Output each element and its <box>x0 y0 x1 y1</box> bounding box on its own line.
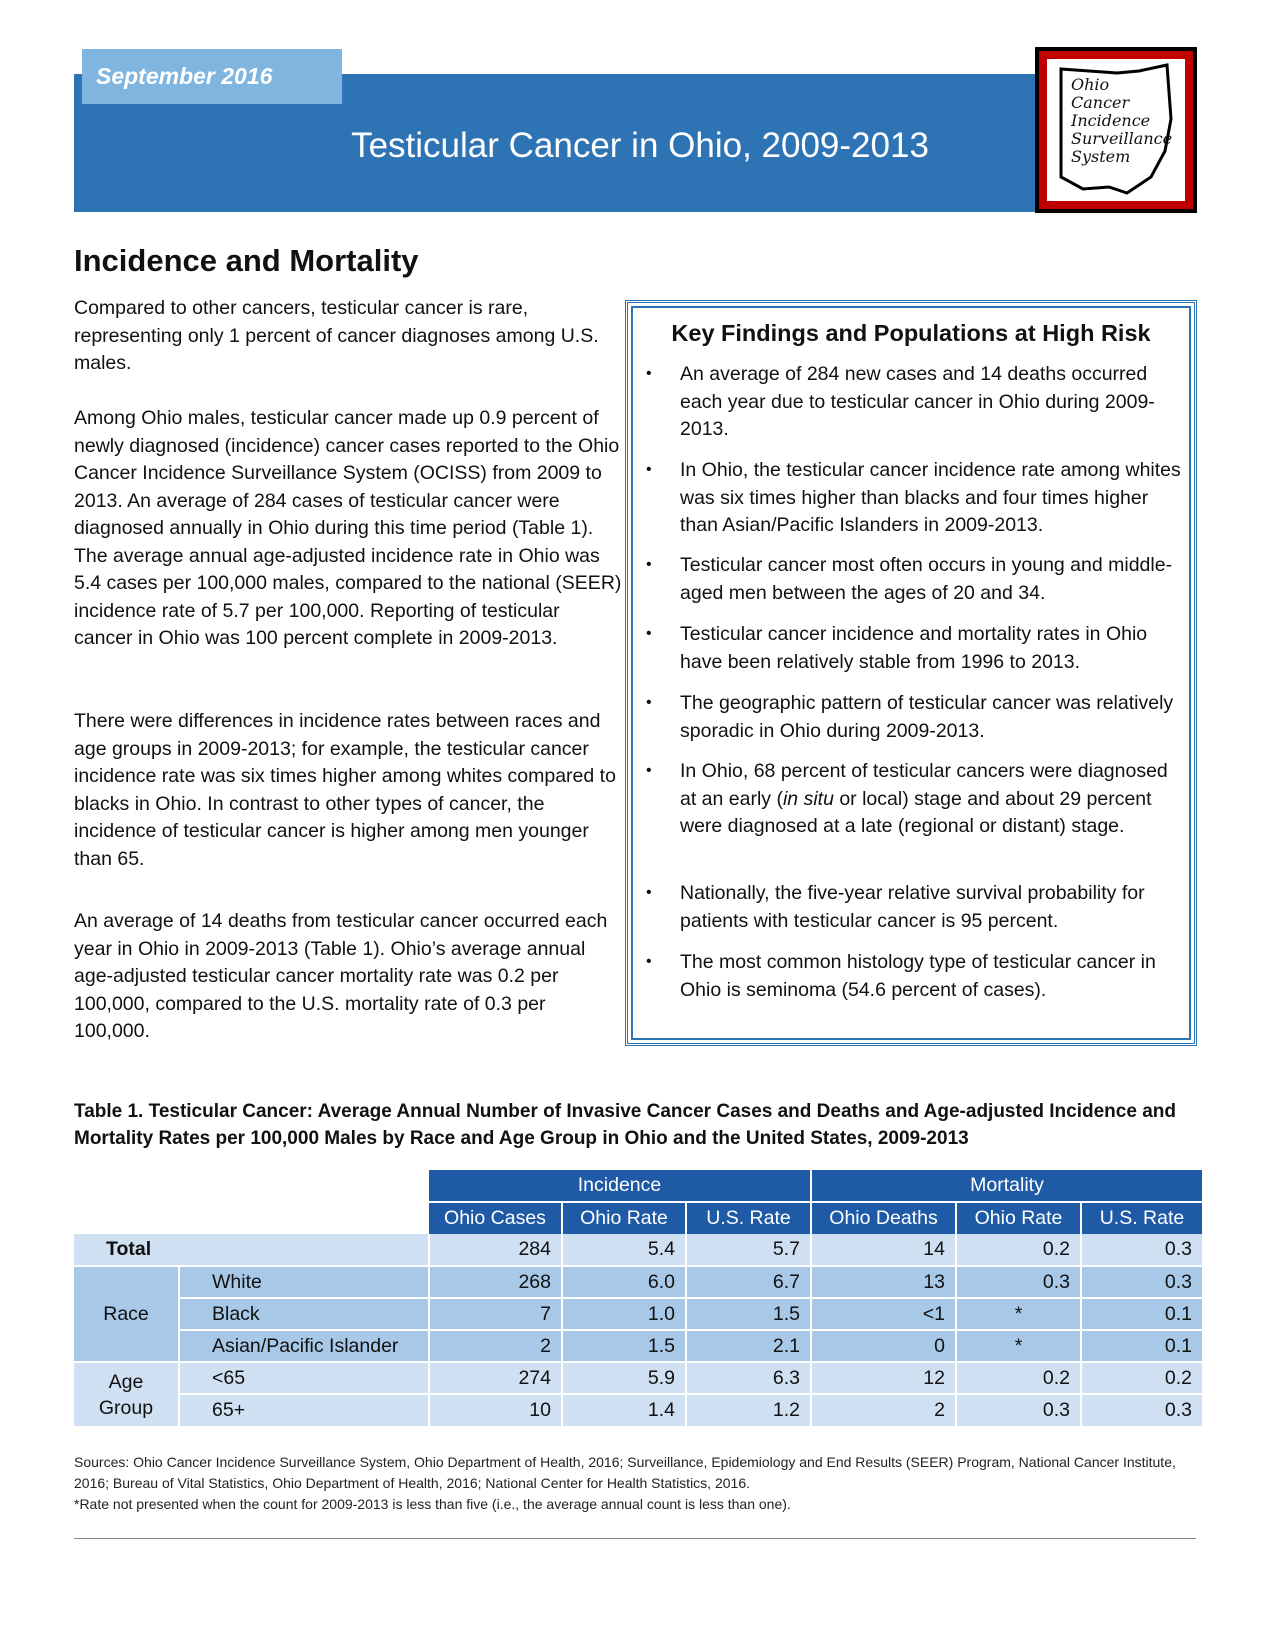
table-row <box>74 1330 1202 1362</box>
column-header: Ohio Deaths <box>811 1202 956 1234</box>
age-label-line: Age <box>108 1370 144 1393</box>
bullet-icon: • <box>646 884 652 901</box>
row-label: Asian/Pacific Islander <box>179 1330 429 1362</box>
row-group-label-age <box>74 1362 179 1426</box>
bullet-icon: • <box>646 461 652 478</box>
row-label: Total <box>74 1234 429 1266</box>
bullet-icon: • <box>646 953 652 970</box>
table-row <box>74 1362 1202 1394</box>
section-heading: Incidence and Mortality <box>74 243 419 278</box>
row-label: White <box>179 1266 429 1298</box>
logo-panel <box>1047 59 1185 201</box>
paragraph-differences: There were differences in incidence rates between races and age groups in 2009-2013; for example, the testicular cancer incidence rate was six times higher among whites compared to blacks in Ohio. In contrast to other types of cancer, the incidence of testicular cancer is higher among men younger than 65. <box>74 710 616 870</box>
date-tab: September 2016 <box>82 49 342 104</box>
bullet-icon: • <box>646 694 652 711</box>
table-column-header-row <box>74 1202 1202 1234</box>
bullet-icon: • <box>646 556 652 573</box>
age-label-line: Group <box>98 1396 154 1419</box>
column-header: Ohio Rate <box>562 1202 686 1234</box>
key-finding-item: Nationally, the five-year relative survival probability for patients with testicular cancer is 95 percent. <box>680 882 1145 932</box>
footer-divider <box>74 1538 1196 1539</box>
column-header: U.S. Rate <box>686 1202 811 1234</box>
table-row-total <box>74 1234 1202 1266</box>
sources-text: Sources: Ohio Cancer Incidence Surveillance System, Ohio Department of Health, 2016; Surveillance, Epidemiology and End Results (SEER) Program, National Cancer Institute, 2016; Bureau of Vital Statistics, Ohio Department of Health, 2016; National Center for Health Statistics, 2016. <box>74 1454 1176 1491</box>
key-finding-item: The most common histology type of testicular cancer in Ohio is seminoma (54.6 percent of cases). <box>680 951 1156 1001</box>
key-findings-box <box>625 300 1197 1046</box>
table-cell: 1.5 <box>562 1330 686 1362</box>
table-cell: 0.3 <box>1081 1234 1202 1266</box>
table-cell: 0.2 <box>1081 1362 1202 1394</box>
table-cell: <1 <box>811 1298 956 1330</box>
bullet-icon: • <box>646 762 652 779</box>
table-cell: 274 <box>429 1362 562 1394</box>
logo-line: Surveillance <box>1071 129 1173 148</box>
table-cell: 0.2 <box>956 1234 1081 1266</box>
data-table <box>74 1170 1202 1426</box>
table-caption: Table 1. Testicular Cancer: Average Annual Number of Invasive Cancer Cases and Deaths and Age-adjusted Incidence and Mortality Rates per 100,000 Males by Race and Age Group in Ohio and the United States, 2009-2013 <box>74 1101 1176 1149</box>
table-cell: 1.4 <box>562 1394 686 1426</box>
table-cell: 7 <box>429 1298 562 1330</box>
logo-line: Incidence <box>1071 111 1151 130</box>
table-cell: 0 <box>811 1330 956 1362</box>
table-cell: 0.2 <box>956 1362 1081 1394</box>
header-mortality: Mortality <box>811 1170 1202 1202</box>
logo-line: Cancer <box>1071 93 1130 112</box>
table-cell: 2 <box>429 1330 562 1362</box>
table-cell: 1.2 <box>686 1394 811 1426</box>
table-cell: 284 <box>429 1234 562 1266</box>
table-cell: 0.3 <box>956 1394 1081 1426</box>
logo-line: System <box>1071 147 1131 166</box>
table-cell: 0.1 <box>1081 1330 1202 1362</box>
column-header: U.S. Rate <box>1081 1202 1202 1234</box>
table-row <box>74 1394 1202 1426</box>
footnote-text: *Rate not presented when the count for 2009-2013 is less than five (i.e., the average annual count is less than one). <box>74 1496 791 1512</box>
paragraph-mortality: An average of 14 deaths from testicular cancer occurred each year in Ohio in 2009-2013 (Table 1). Ohio’s average annual age-adjusted testicular cancer mortality rate was 0.2 per 100,000, compared to the U.S. mortality rate of 0.3 per 100,000. <box>74 910 608 1042</box>
logo-text <box>1071 76 1172 166</box>
table-cell: 1.0 <box>562 1298 686 1330</box>
row-label: 65+ <box>179 1394 429 1426</box>
finding-text: In Ohio, 68 percent of testicular cancers were diagnosed at an early (in situ or local) stage and about 29 percent were diagnosed at a late (regional or distant) stage. <box>680 760 1168 837</box>
table-cell: 268 <box>429 1266 562 1298</box>
key-finding-item: Testicular cancer incidence and mortality rates in Ohio have been relatively stable from 1996 to 2013. <box>680 623 1148 673</box>
table-cell: 5.9 <box>562 1362 686 1394</box>
logo-line: Ohio <box>1071 75 1110 94</box>
table-cell: * <box>956 1298 1081 1330</box>
header-incidence: Incidence <box>429 1170 811 1202</box>
logo-frame <box>1039 51 1193 209</box>
key-finding-item: The geographic pattern of testicular cancer was relatively sporadic in Ohio during 2009-2013. <box>680 692 1174 742</box>
row-label: Black <box>179 1298 429 1330</box>
table-cell: 6.7 <box>686 1266 811 1298</box>
ociss-logo <box>1035 47 1197 213</box>
page-title: Testicular Cancer in Ohio, 2009-2013 <box>351 126 929 165</box>
column-header: Ohio Rate <box>956 1202 1081 1234</box>
key-finding-item: An average of 284 new cases and 14 deaths occurred each year due to testicular cancer in Ohio during 2009-2013. <box>680 363 1155 440</box>
table-cell: 10 <box>429 1394 562 1426</box>
key-findings-title: Key Findings and Populations at High Risk <box>671 320 1151 346</box>
table-cell: 6.0 <box>562 1266 686 1298</box>
table-cell: 2 <box>811 1394 956 1426</box>
table-cell: 12 <box>811 1362 956 1394</box>
paragraph-incidence: Among Ohio males, testicular cancer made up 0.9 percent of newly diagnosed (incidence) cancer cases reported to the Ohio Cancer Incidence Surveillance System (OCISS) from 2009 to 2013. An average of 284 cases of testicular cancer were diagnosed annually in Ohio during this time period (Table 1). The average annual age-adjusted incidence rate in Ohio was 5.4 cases per 100,000 males, compared to the national (SEER) incidence rate of 5.7 per 100,000. Reporting of testicular cancer in Ohio was 100 percent complete in 2009-2013. <box>74 407 622 649</box>
paragraph-intro: Compared to other cancers, testicular cancer is rare, representing only 1 percent of cancer diagnoses among U.S. males. <box>74 297 599 374</box>
table-cell: 5.4 <box>562 1234 686 1266</box>
bullet-icon: • <box>646 625 652 642</box>
table-cell: 2.1 <box>686 1330 811 1362</box>
table-row <box>74 1266 1202 1298</box>
key-finding-item <box>680 758 1188 841</box>
sources-note <box>74 1452 1214 1515</box>
row-group-label-race: Race <box>74 1266 179 1362</box>
table-group-header-row <box>74 1170 1202 1202</box>
table-cell: 14 <box>811 1234 956 1266</box>
table-cell: 0.3 <box>956 1266 1081 1298</box>
column-header: Ohio Cases <box>429 1202 562 1234</box>
table-cell: 6.3 <box>686 1362 811 1394</box>
table-cell: 5.7 <box>686 1234 811 1266</box>
table-cell: 0.1 <box>1081 1298 1202 1330</box>
row-label: <65 <box>179 1362 429 1394</box>
table-cell: 0.3 <box>1081 1266 1202 1298</box>
key-finding-item: In Ohio, the testicular cancer incidence rate among whites was six times higher than blacks and four times higher than Asian/Pacific Islanders in 2009-2013. <box>680 459 1181 536</box>
table-cell: * <box>956 1330 1081 1362</box>
table-cell: 1.5 <box>686 1298 811 1330</box>
table-cell: 0.3 <box>1164 1399 1192 1421</box>
bullet-icon: • <box>646 365 652 382</box>
table-row <box>74 1298 1202 1330</box>
key-finding-item: Testicular cancer most often occurs in young and middle-aged men between the ages of 20 and 34. <box>680 554 1173 604</box>
table-cell: 13 <box>811 1266 956 1298</box>
